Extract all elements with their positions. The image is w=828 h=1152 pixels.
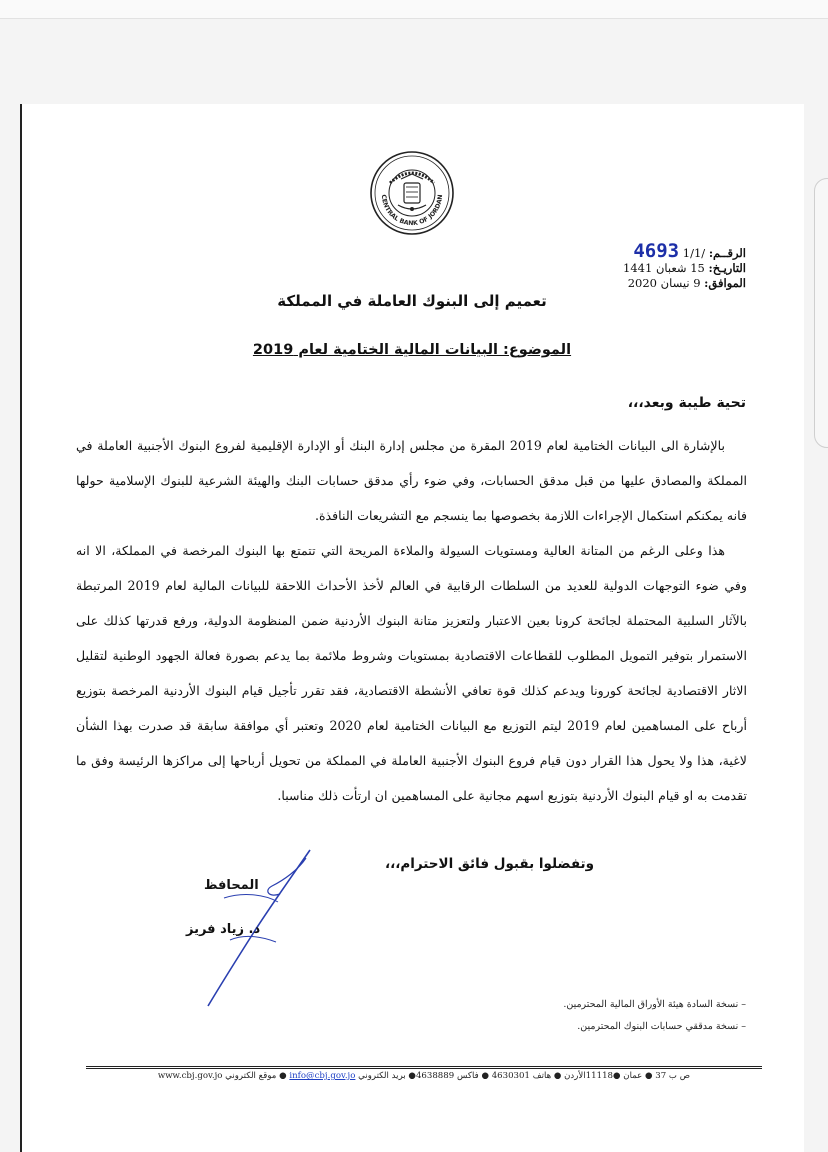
reference-line: الرقــم: /1/1 4693	[633, 240, 746, 262]
footer-address: ص ب 37 ● عمان ●11118الأردن ● هاتف 4630301 ● فاكس 4638889● بريد الكتروني	[358, 1071, 691, 1081]
reference-number: /1/1	[682, 246, 706, 260]
copies-list	[563, 994, 746, 1038]
footer-email-link[interactable]: info@cbj.gov.jo	[289, 1071, 356, 1081]
letterhead-footer	[86, 1071, 762, 1081]
footer-divider	[86, 1066, 762, 1067]
subject-line: الموضوع: البيانات المالية الختامية لعام 2019	[252, 342, 572, 358]
handwritten-reference: 4693	[633, 240, 680, 262]
page-left-edge	[20, 104, 22, 1152]
closing-line: وتفضلوا بقبول فائق الاحترام،،،	[384, 856, 594, 872]
paragraph-2: هذا وعلى الرغم من المتانة العالية ومستويات السيولة والملاءة المريحة التي تتمتع بها البنوك المرخصة في المملكة، الا انه وفي ضوء التوجهات الدولية للعديد من السلطات الرقابية في العالم لأخذ الأحداث اللاحقة للبيانات المالية لعام 2019 المرتبطة بالآثار السلبية المحتملة لجائحة كرونا بعين الاعتبار ولتعزيز متانة البنوك الأردنية ضمن المنظومة الدولية، ورفع قدرتها كذلك على الاستمرار بتوفير التمويل المطلوب للقطاعات الاقتصادية بمستويات وشروط ملائمة بما يدعم بصورة فعالة الجهود الوطنية لتقليل الاثار الاقتصادية لجائحة كورونا ويدعم كذلك قوة تعافي الأنشطة الاقتصادية، فقد تقرر تأجيل قيام البنوك الأردنية المرخصة بتوزيع أرباح على المساهمين لعام 2019 ليتم التوزيع مع البيانات الختامية لعام 2020 وتعتبر أي موافقة سابقة قد صدرت بهذا الشأن لاغية، هذا ولا يحول هذا القرار دون قيام فروع البنوك الأجنبية العاملة في المملكة من تحويل أرباحها إلى مراكزها الرئيسة وفق ما تقدمت به او قيام البنوك الأردنية بتوزيع اسهم مجانية على المساهمين ان ارتأت ذلك مناسبا.	[76, 543, 748, 803]
signatory-name: د. زياد فريز	[186, 922, 261, 937]
central-bank-seal	[368, 149, 456, 237]
greeting: تحية طيبة وبعد،،،	[627, 395, 746, 411]
footer-website: ● موقع الكتروني www.cbj.gov.jo	[157, 1071, 287, 1081]
viewer-scroll-handle[interactable]	[814, 178, 828, 448]
paragraph-1: بالإشارة الى البيانات الختامية لعام 2019 المقرة من مجلس إدارة البنك أو الإدارة الإقليمية لفروع البنوك الأجنبية العاملة في المملكة والمصادق عليها من قبل مدقق الحسابات، وفي ضوء رأي مدقق حسابات البنك والهيئة الشرعية للبنوك الإسلامية حولها فانه يمكنكم استكمال الإجراءات اللازمة بخصوصها بما ينسجم مع التشريعات النافذة.	[76, 438, 747, 523]
footer-divider	[86, 1068, 762, 1069]
letter-body	[76, 428, 747, 813]
date-hijri: التاريـخ: 15 شعبان 1441	[623, 261, 746, 275]
date-gregorian: الموافق: 9 نيسان 2020	[627, 276, 746, 290]
copy-item: – نسخة مدققي حسابات البنوك المحترمين.	[577, 1021, 746, 1032]
reference-block	[526, 240, 746, 291]
copy-item: – نسخة السادة هيئة الأوراق المالية المحترمين.	[563, 999, 746, 1010]
viewer-top-bar	[0, 0, 828, 19]
signatory-title: المحافظ	[204, 878, 259, 893]
document-page	[20, 104, 804, 1152]
seal-text: CENTRAL BANK OF JORDAN	[379, 194, 445, 228]
circular-title: تعميم إلى البنوك العاملة في المملكة	[277, 292, 547, 310]
